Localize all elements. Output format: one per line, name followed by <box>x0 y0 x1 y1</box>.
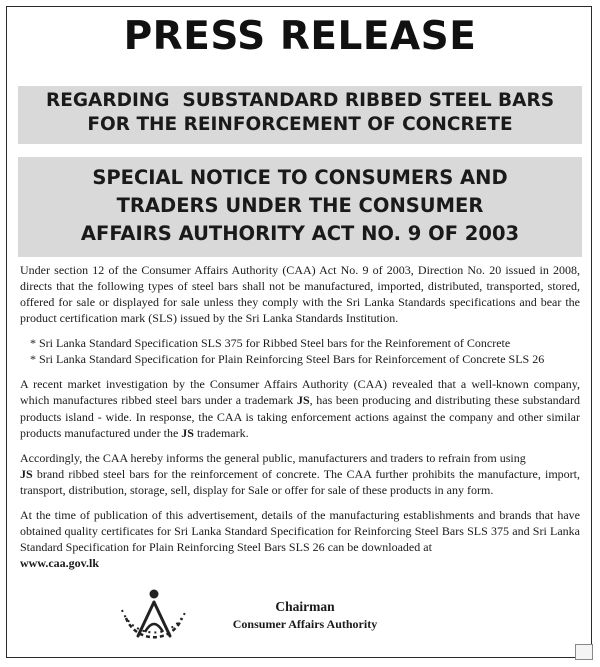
signature-block <box>0 588 600 652</box>
paragraph-investigation <box>20 376 580 440</box>
special-notice-banner <box>18 157 582 257</box>
text-segment: , has been producing and distributing these substandard products island - wide. In response, the CAA is taking enforcement actions against the company and other similar products manufactured under the <box>20 393 580 440</box>
notice-body <box>20 262 580 580</box>
list-item: * Sri Lanka Standard Specification SLS 375 for Ribbed Steel bars for the Reinforement of Concrete <box>30 336 511 351</box>
paragraph-prohibition <box>20 450 580 498</box>
text-segment: A recent market investigation by the Consumer Affairs Authority (CAA) revealed that a well-known company, which manufactures ribbed steel bars under a trademark <box>20 377 580 408</box>
text-segment: trademark. <box>193 425 249 440</box>
signatory <box>220 598 390 632</box>
subject-banner <box>18 86 582 144</box>
standards-list <box>20 335 580 367</box>
notice-line-2: TRADERS UNDER THE CONSUMER <box>116 194 484 217</box>
notice-line-3: AFFAIRS AUTHORITY ACT NO. 9 OF 2003 <box>80 222 520 245</box>
subject-line-1: REGARDING SUBSTANDARD RIBBED STEEL BARS <box>45 90 555 111</box>
subject-line-2: FOR THE REINFORCEMENT OF CONCRETE <box>87 114 513 135</box>
signatory-organization: Consumer Affairs Authority <box>232 617 378 631</box>
page-title: PRESS RELEASE <box>123 14 477 59</box>
caa-emblem-icon <box>118 588 190 648</box>
trademark-text: JS <box>296 393 310 408</box>
trademark-text: JS <box>20 466 33 481</box>
text-segment: brand ribbed steel bars for the reinforcement of concrete. The CAA further prohibits the manufacture, import, transport, distribution, storage, sell, display for Sale or offer for sale of these products in any form. <box>20 466 580 497</box>
text-segment: Accordingly, the CAA hereby informs the general public, manufacturers and traders to refrain from using <box>20 450 526 465</box>
list-item: * Sri Lanka Standard Specification for Plain Reinforcing Steel Bars for Reinforcement of Concrete SLS 26 <box>30 352 545 367</box>
website-link[interactable]: www.caa.gov.lk <box>20 556 100 571</box>
paragraph-download <box>20 507 580 571</box>
paragraph-direction: Under section 12 of the Consumer Affairs Authority (CAA) Act No. 9 of 2003, Direction No. 20 issued in 2008, directs that the following types of steel bars shall not be manufactured, imported, distributed, transported, stored, offered for sale or displayed for sale unless they comply with the Sri Lanka Standards specifications and bear the product certification mark (SLS) issued by the Sri Lanka Standards Institution. <box>20 263 580 326</box>
corner-icon <box>575 644 593 660</box>
trademark-text: JS <box>181 425 194 440</box>
text-segment: At the time of publication of this advertisement, details of the manufacturing establishments and brands that have obtained quality certificates for Sri Lanka Standard Specification for Reinforcing Steel Bars SLS 375 and Sri Lanka Standard Specification for Plain Reinforcing Steel Bars SLS 26 can be downloaded at <box>20 508 580 555</box>
signatory-title: Chairman <box>275 599 335 614</box>
notice-line-1: SPECIAL NOTICE TO CONSUMERS AND <box>92 166 508 189</box>
